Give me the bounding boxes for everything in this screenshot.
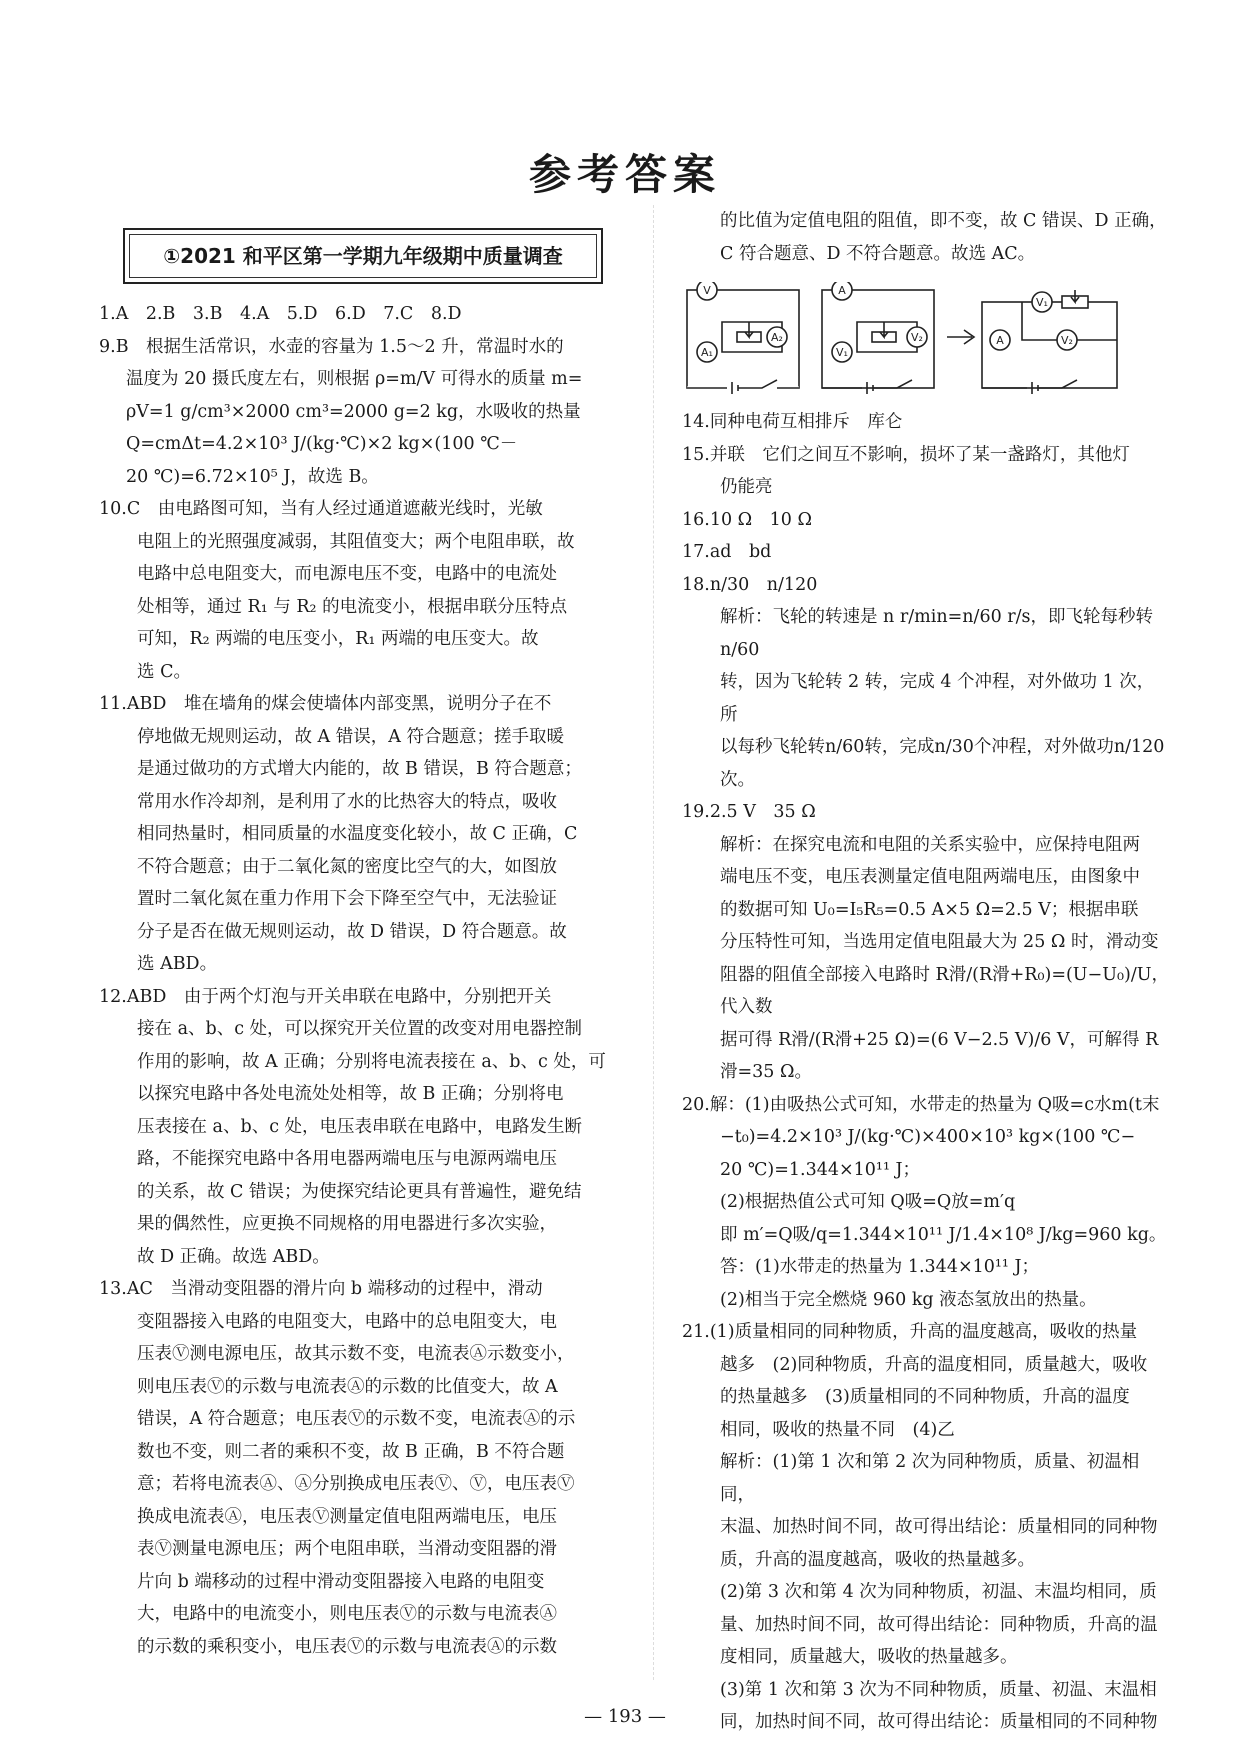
answer-line: 20 ℃)=6.72×10⁵ J，故选 B。 xyxy=(126,466,379,487)
answer-line: 接在 a、b、c 处，可以探究开关位置的改变对用电器控制 xyxy=(137,1019,583,1039)
answer-line: 的关系，故 C 错误；为使探究结论更具有普遍性，避免结 xyxy=(137,1181,582,1202)
circuit-label: V₁ xyxy=(1036,296,1048,309)
right-answers-top xyxy=(682,205,1170,270)
answer-line: (2)相当于完全燃烧 960 kg 液态氢放出的热量。 xyxy=(720,1289,1097,1310)
answer-line: 相同热量时，相同质量的水温度变化较小，故 C 正确，C xyxy=(137,824,578,844)
answer-line: 片向 b 端移动的过程中滑动变阻器接入电路的电阻变 xyxy=(137,1571,545,1592)
answer-line: 故 D 正确。故选 ABD。 xyxy=(137,1246,330,1267)
answer-line: 解析：在探究电流和电阻的关系实验中，应保持电阻两 xyxy=(720,834,1140,855)
page-title: 参考答案 xyxy=(528,150,721,199)
answer-line: 的示数的乘积变小，电压表Ⓥ的示数与电流表Ⓐ的示数 xyxy=(137,1636,557,1657)
answer-line: 果的偶然性，应更换不同规格的用电器进行多次实验， xyxy=(137,1214,557,1234)
circuit-label: A₂ xyxy=(771,331,783,344)
answer-line: 分压特性可知，当选用定值电阻最大为 25 Ω 时，滑动变 xyxy=(720,932,1159,952)
answer-line: 即 m′=Q吸/q=1.344×10¹¹ J/1.4×10⁸ J/kg=960 kg。 xyxy=(720,1224,1167,1245)
answer-line: 电路中总电阻变大，而电源电压不变，电路中的电流处 xyxy=(137,564,557,584)
answer-line: 大，电路中的电流变小，则电压表Ⓥ的示数与电流表Ⓐ xyxy=(137,1604,557,1624)
answer-line: 阻器的阻值全部接入电路时 R滑/(R滑+R₀)=(U−U₀)/U，代入数 xyxy=(720,964,1169,1017)
answer-line: 11.ABD 堆在墙角的煤会使墙体内部变黑，说明分子在不 xyxy=(99,694,552,714)
answer-line: ρV=1 g/cm³×2000 cm³=2000 g=2 kg，水吸收的热量 xyxy=(126,401,581,422)
answer-line: 数也不变，则二者的乘积不变，故 B 正确，B 不符合题 xyxy=(137,1441,565,1462)
answer-line: 度相同，质量越大，吸收的热量越多。 xyxy=(720,1647,1018,1667)
answer-line: 20.解：(1)由吸热公式可知，水带走的热量为 Q吸=c水m(t末 xyxy=(682,1094,1160,1115)
circuit-label: A xyxy=(996,334,1004,347)
answer-line: 据可得 R滑/(R滑+25 Ω)=(6 V−2.5 V)/6 V，可解得 R滑=35 Ω。 xyxy=(720,1029,1159,1082)
answer-line: 以每秒飞轮转n/60转，完成n/30个冲程，对外做功n/120次。 xyxy=(720,737,1165,790)
answer-line: 1.A 2.B 3.B 4.A 5.D 6.D 7.C 8.D xyxy=(99,304,462,324)
answer-line: 末温、加热时间不同，故可得出结论：质量相同的同种物 xyxy=(720,1517,1158,1537)
answer-line: C 符合题意、D 不符合题意。故选 AC。 xyxy=(720,243,1036,264)
circuit-label: V₂ xyxy=(911,331,923,344)
circuit-label: V₂ xyxy=(1061,334,1073,347)
answer-line: 20 ℃)=1.344×10¹¹ J； xyxy=(720,1159,921,1180)
answer-line: 分子是否在做无规则运动，故 D 错误，D 符合题意。故 xyxy=(137,921,567,942)
answer-line: 停地做无规则运动，故 A 错误，A 符合题意；搓手取暖 xyxy=(137,726,564,747)
circuit-label: V₁ xyxy=(836,346,848,359)
answer-line: 同，加热时间不同，故可得出结论：质量相同的不同种物 xyxy=(720,1712,1158,1732)
answer-line: 以探究电路中各处电流处处相等，故 B 正确；分别将电 xyxy=(137,1084,564,1104)
answer-line: 质，升高的温度越高，吸收的热量越多。 xyxy=(720,1549,1035,1570)
answer-line: 路，不能探究电路中各用电器两端电压与电源两端电压 xyxy=(137,1149,557,1169)
answer-line: 14.同种电荷互相排斥 库仑 xyxy=(682,412,903,432)
answer-line: 表Ⓥ测量电源电压；两个电阻串联，当滑动变阻器的滑 xyxy=(137,1539,557,1559)
answer-line: 9.B 根据生活常识，水壶的容量为 1.5～2 升，常温时水的 xyxy=(99,336,564,357)
answer-line: 则电压表Ⓥ的示数与电流表Ⓐ的示数的比值变大，故 A xyxy=(137,1376,558,1397)
answer-line: 19.2.5 V 35 Ω xyxy=(682,802,816,822)
answer-line: 作用的影响，故 A 正确；分别将电流表接在 a、b、c 处，可 xyxy=(137,1051,606,1072)
left-column xyxy=(99,200,639,1663)
answer-line: 是通过做功的方式增大内能的，故 B 错误，B 符合题意； xyxy=(137,759,582,779)
answer-line: 17.ad bd xyxy=(682,542,772,562)
answer-line: 越多 (2)同种物质，升高的温度相同，质量越大，吸收 xyxy=(720,1354,1148,1375)
answer-line: 18.n/30 n/120 xyxy=(682,574,818,595)
answer-line: 置时二氧化氮在重力作用下会下降至空气中，无法验证 xyxy=(137,889,557,909)
answer-line: 16.10 Ω 10 Ω xyxy=(682,509,813,530)
answer-line: 13.AC 当滑动变阻器的滑片向 b 端移动的过程中，滑动 xyxy=(99,1279,543,1299)
answer-line: 仍能亮 xyxy=(720,477,773,497)
answer-line: (2)根据热值公式可知 Q吸=Q放=m′q xyxy=(720,1192,1016,1212)
answer-line: 10.C 由电路图可知，当有人经过通道遮蔽光线时，光敏 xyxy=(99,499,543,519)
answer-line: 压表接在 a、b、c 处，电压表串联在电路中，电路发生断 xyxy=(137,1116,583,1137)
answer-line: 错误，A 符合题意；电压表Ⓥ的示数不变，电流表Ⓐ的示 xyxy=(137,1409,576,1429)
answer-line: 的比值为定值电阻的阻值，即不变，故 C 错误、D 正确， xyxy=(720,211,1167,231)
answer-line: 15.并联 它们之间互不影响，损坏了某一盏路灯，其他灯 xyxy=(682,444,1130,465)
circuit-label: V xyxy=(703,284,711,297)
answer-line: 选 C。 xyxy=(137,661,191,682)
answer-line: 温度为 20 摄氏度左右，则根据 ρ=m/V 可得水的质量 m= xyxy=(126,369,583,389)
answer-line: (2)第 3 次和第 4 次为同种物质，初温、末温均相同，质 xyxy=(720,1582,1157,1602)
answer-line: 解析：(1)第 1 次和第 2 次为同种物质，质量、初温相同， xyxy=(720,1452,1140,1505)
right-column xyxy=(682,205,1170,1739)
circuit-svg xyxy=(682,282,1122,400)
answer-line: 常用水作冷却剂，是利用了水的比热容大的特点，吸收 xyxy=(137,791,557,812)
right-answers xyxy=(682,406,1170,1739)
section-banner xyxy=(123,228,603,284)
answer-line: 处相等，通过 R₁ 与 R₂ 的电流变小，根据串联分压特点 xyxy=(137,596,568,617)
answer-line: 意；若将电流表Ⓐ、Ⓐ分别换成电压表Ⓥ、Ⓥ，电压表Ⓥ xyxy=(137,1474,575,1494)
answer-line: 可知，R₂ 两端的电压变小，R₁ 两端的电压变大。故 xyxy=(137,629,539,649)
page-number: — 193 — xyxy=(584,1706,666,1727)
answer-line: 答：(1)水带走的热量为 1.344×10¹¹ J； xyxy=(720,1257,1039,1277)
answer-line: 选 ABD。 xyxy=(137,954,218,974)
answer-line: Q=cmΔt=4.2×10³ J/(kg·℃)×2 kg×(100 ℃－ xyxy=(126,434,518,454)
answer-line: 的热量越多 (3)质量相同的不同种物质，升高的温度 xyxy=(720,1387,1130,1407)
answer-line: 解析：飞轮的转速是 n r/min=n/60 r/s，即飞轮每秒转n/60 xyxy=(720,607,1154,660)
answer-line: 转，因为飞轮转 2 转，完成 4 个冲程，对外做功 1 次，所 xyxy=(720,672,1155,725)
circuit-label: A₁ xyxy=(701,346,713,359)
answer-line: 压表Ⓥ测电源电压，故其示数不变，电流表Ⓐ示数变小， xyxy=(137,1344,575,1364)
circuit-label: A xyxy=(838,284,846,297)
answer-line: 电阻上的光照强度减弱，其阻值变大；两个电阻串联，故 xyxy=(137,531,575,552)
answer-line: 相同，吸收的热量不同 (4)乙 xyxy=(720,1419,955,1440)
answer-line: 的数据可知 U₀=I₅R₅=0.5 A×5 Ω=2.5 V；根据串联 xyxy=(720,899,1139,920)
answer-line: 12.ABD 由于两个灯泡与开关串联在电路中，分别把开关 xyxy=(99,986,552,1007)
section-banner-text: ①2021 和平区第一学期九年级期中质量调查 xyxy=(163,243,563,268)
answer-line: 端电压不变，电压表测量定值电阻两端电压，由图象中 xyxy=(720,867,1140,887)
answer-line: −t₀)=4.2×10³ J/(kg·℃)×400×10³ kg×(100 ℃− xyxy=(720,1127,1136,1147)
answer-line: 变阻器接入电路的电阻变大，电路中的总电阻变大，电 xyxy=(137,1311,557,1332)
left-answers xyxy=(99,298,639,1663)
answer-line: 不符合题意；由于二氧化氮的密度比空气的大，如图放 xyxy=(137,856,557,877)
answer-line: 21.(1)质量相同的同种物质，升高的温度越高，吸收的热量 xyxy=(682,1322,1138,1342)
answer-line: 换成电流表Ⓐ，电压表Ⓥ测量定值电阻两端电压，电压 xyxy=(137,1506,557,1527)
answer-line: (3)第 1 次和第 3 次为不同种物质，质量、初温、末温相 xyxy=(720,1679,1157,1700)
answer-line: 量、加热时间不同，故可得出结论：同种物质，升高的温 xyxy=(720,1614,1158,1635)
circuit-diagrams xyxy=(682,282,1170,400)
column-divider xyxy=(653,205,654,1680)
